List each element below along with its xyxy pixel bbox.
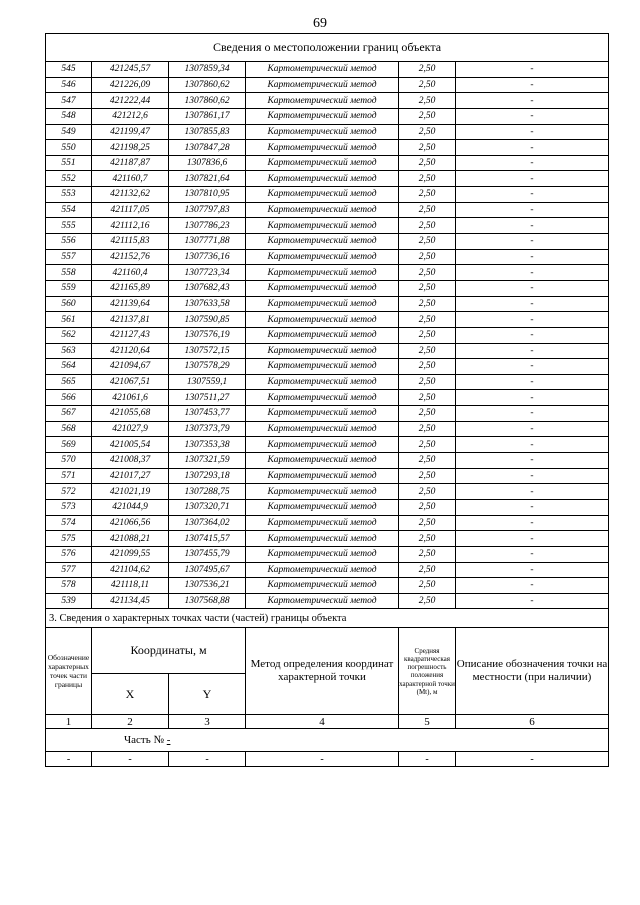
point-description: - [456,124,609,140]
point-y: 1307455,79 [169,546,246,562]
point-method: Картометрический метод [246,124,399,140]
point-mt: 2,50 [399,374,456,390]
point-mt: 2,50 [399,140,456,156]
point-y: 1307293,18 [169,468,246,484]
point-row [46,249,609,265]
point-description: - [456,187,609,203]
point-row [46,234,609,250]
point-method: Картометрический метод [246,499,399,515]
point-x: 421118,11 [92,578,169,594]
column-number: 2 [92,715,169,729]
point-number: 570 [46,453,92,469]
point-x: 421120,64 [92,343,169,359]
point-mt: 2,50 [399,77,456,93]
point-y: 1307810,95 [169,187,246,203]
point-mt: 2,50 [399,421,456,437]
point-mt: 2,50 [399,499,456,515]
point-number: 571 [46,468,92,484]
point-mt: 2,50 [399,108,456,124]
point-description: - [456,593,609,609]
point-x: 421222,44 [92,93,169,109]
point-x: 421027,9 [92,421,169,437]
point-x: 421152,76 [92,249,169,265]
point-number: 569 [46,437,92,453]
document-frame [45,33,608,767]
point-x: 421008,37 [92,453,169,469]
point-method: Картометрический метод [246,140,399,156]
point-method: Картометрический метод [246,437,399,453]
point-row [46,515,609,531]
point-x: 421099,55 [92,546,169,562]
point-mt: 2,50 [399,296,456,312]
point-number: 561 [46,312,92,328]
point-description: - [456,249,609,265]
point-x: 421061,6 [92,390,169,406]
point-mt: 2,50 [399,124,456,140]
point-y: 1307536,21 [169,578,246,594]
point-description: - [456,327,609,343]
point-row [46,406,609,422]
point-method: Картометрический метод [246,202,399,218]
point-row [46,312,609,328]
point-number: 556 [46,234,92,250]
point-description: - [456,108,609,124]
point-description: - [456,155,609,171]
point-row [46,437,609,453]
point-mt: 2,50 [399,484,456,500]
point-row [46,374,609,390]
point-mt: 2,50 [399,93,456,109]
point-method: Картометрический метод [246,515,399,531]
point-row [46,218,609,234]
point-method: Картометрический метод [246,108,399,124]
section3-title: 3. Сведения о характерных точках части (частей) границы объекта [46,609,609,628]
point-y: 1307415,57 [169,531,246,547]
point-y: 1307495,67 [169,562,246,578]
point-x: 421115,83 [92,234,169,250]
section-title: Сведения о местоположении границ объекта [46,34,609,62]
point-x: 421066,56 [92,515,169,531]
point-method: Картометрический метод [246,562,399,578]
point-number: 548 [46,108,92,124]
point-method: Картометрический метод [246,421,399,437]
point-number: 565 [46,374,92,390]
header-designation: Обозначение характерных точек части границы [46,628,92,715]
point-row [46,578,609,594]
point-number: 577 [46,562,92,578]
point-mt: 2,50 [399,234,456,250]
point-x: 421005,54 [92,437,169,453]
point-x: 421137,81 [92,312,169,328]
empty-cell: - [456,752,609,767]
point-y: 1307723,34 [169,265,246,281]
point-y: 1307771,88 [169,234,246,250]
point-method: Картометрический метод [246,593,399,609]
point-method: Картометрический метод [246,374,399,390]
point-x: 421112,16 [92,218,169,234]
point-x: 421212,6 [92,108,169,124]
page-number: 69 [313,16,327,31]
point-row [46,531,609,547]
part-cell [46,729,609,752]
point-mt: 2,50 [399,327,456,343]
point-y: 1307576,19 [169,327,246,343]
point-row [46,499,609,515]
point-y: 1307861,17 [169,108,246,124]
point-method: Картометрический метод [246,265,399,281]
point-number: 546 [46,77,92,93]
point-y: 1307578,29 [169,359,246,375]
point-y: 1307633,58 [169,296,246,312]
point-description: - [456,406,609,422]
point-number: 555 [46,218,92,234]
point-description: - [456,265,609,281]
point-method: Картометрический метод [246,234,399,250]
point-mt: 2,50 [399,265,456,281]
point-row [46,546,609,562]
point-x: 421198,25 [92,140,169,156]
point-x: 421165,89 [92,280,169,296]
point-mt: 2,50 [399,593,456,609]
point-y: 1307364,02 [169,515,246,531]
point-description: - [456,515,609,531]
point-description: - [456,468,609,484]
point-mt: 2,50 [399,155,456,171]
column-number: 5 [399,715,456,729]
point-number: 566 [46,390,92,406]
point-description: - [456,234,609,250]
point-number: 539 [46,593,92,609]
point-method: Картометрический метод [246,155,399,171]
point-number: 554 [46,202,92,218]
point-y: 1307320,71 [169,499,246,515]
point-y: 1307568,88 [169,593,246,609]
point-number: 558 [46,265,92,281]
point-number: 576 [46,546,92,562]
column-number: 1 [46,715,92,729]
point-row [46,62,609,78]
point-description: - [456,202,609,218]
point-description: - [456,390,609,406]
point-number: 578 [46,578,92,594]
part-value: - [166,734,171,747]
point-description: - [456,546,609,562]
point-method: Картометрический метод [246,327,399,343]
section-title-row [46,34,609,62]
point-row [46,265,609,281]
point-number: 552 [46,171,92,187]
point-description: - [456,296,609,312]
point-x: 421160,4 [92,265,169,281]
point-description: - [456,218,609,234]
point-description: - [456,531,609,547]
point-method: Картометрический метод [246,359,399,375]
point-method: Картометрический метод [246,280,399,296]
point-method: Картометрический метод [246,77,399,93]
point-y: 1307821,64 [169,171,246,187]
empty-cell: - [246,752,399,767]
point-row [46,108,609,124]
point-number: 573 [46,499,92,515]
point-y: 1307860,62 [169,77,246,93]
point-row [46,484,609,500]
point-description: - [456,374,609,390]
point-number: 557 [46,249,92,265]
point-description: - [456,93,609,109]
point-mt: 2,50 [399,531,456,547]
point-number: 550 [46,140,92,156]
point-number: 568 [46,421,92,437]
header-x: X [92,674,169,715]
point-row [46,327,609,343]
empty-cell: - [169,752,246,767]
point-number: 560 [46,296,92,312]
point-x: 421067,51 [92,374,169,390]
point-mt: 2,50 [399,187,456,203]
point-method: Картометрический метод [246,453,399,469]
point-method: Картометрический метод [246,546,399,562]
point-mt: 2,50 [399,390,456,406]
point-method: Картометрический метод [246,218,399,234]
point-x: 421132,62 [92,187,169,203]
point-x: 421160,7 [92,171,169,187]
point-x: 421117,05 [92,202,169,218]
point-description: - [456,62,609,78]
section3-title-row [46,609,609,628]
point-number: 549 [46,124,92,140]
point-y: 1307373,79 [169,421,246,437]
point-description: - [456,421,609,437]
point-y: 1307736,16 [169,249,246,265]
point-number: 551 [46,155,92,171]
point-x: 421139,64 [92,296,169,312]
point-mt: 2,50 [399,218,456,234]
point-mt: 2,50 [399,562,456,578]
point-number: 567 [46,406,92,422]
point-method: Картометрический метод [246,249,399,265]
point-row [46,155,609,171]
point-mt: 2,50 [399,578,456,594]
empty-cell: - [46,752,92,767]
point-method: Картометрический метод [246,484,399,500]
point-y: 1307453,77 [169,406,246,422]
point-x: 421094,67 [92,359,169,375]
point-description: - [456,453,609,469]
point-x: 421199,47 [92,124,169,140]
point-y: 1307847,28 [169,140,246,156]
point-row [46,296,609,312]
point-method: Картометрический метод [246,531,399,547]
point-number: 563 [46,343,92,359]
point-method: Картометрический метод [246,406,399,422]
point-description: - [456,562,609,578]
column-numbers-row [46,715,609,729]
column-number: 4 [246,715,399,729]
point-number: 559 [46,280,92,296]
point-y: 1307786,23 [169,218,246,234]
point-row [46,421,609,437]
point-row [46,93,609,109]
point-description: - [456,359,609,375]
point-method: Картометрический метод [246,62,399,78]
header-mt: Средняя квадратическая погрешность положения характерной точки (Mt), м [399,628,456,715]
point-method: Картометрический метод [246,468,399,484]
point-row [46,280,609,296]
point-mt: 2,50 [399,546,456,562]
point-mt: 2,50 [399,312,456,328]
point-description: - [456,171,609,187]
point-mt: 2,50 [399,202,456,218]
point-description: - [456,312,609,328]
part-row [46,729,609,752]
point-row [46,562,609,578]
point-y: 1307590,85 [169,312,246,328]
point-row [46,140,609,156]
point-description: - [456,578,609,594]
point-number: 553 [46,187,92,203]
header-coordinates: Координаты, м [92,628,246,674]
point-y: 1307511,27 [169,390,246,406]
point-mt: 2,50 [399,280,456,296]
boundary-points-table [45,33,609,609]
header-description: Описание обозначения точки на местности (при наличии) [456,628,609,715]
point-mt: 2,50 [399,249,456,265]
point-x: 421055,68 [92,406,169,422]
point-row [46,359,609,375]
empty-cell: - [92,752,169,767]
point-y: 1307859,34 [169,62,246,78]
point-x: 421134,45 [92,593,169,609]
point-row [46,202,609,218]
point-number: 575 [46,531,92,547]
point-number: 564 [46,359,92,375]
point-number: 572 [46,484,92,500]
point-mt: 2,50 [399,406,456,422]
point-x: 421088,21 [92,531,169,547]
point-mt: 2,50 [399,62,456,78]
part-points-table [45,608,609,767]
point-x: 421187,87 [92,155,169,171]
point-description: - [456,343,609,359]
point-mt: 2,50 [399,468,456,484]
empty-cell: - [399,752,456,767]
point-row [46,171,609,187]
point-row [46,77,609,93]
point-number: 562 [46,327,92,343]
point-row [46,390,609,406]
point-y: 1307559,1 [169,374,246,390]
point-y: 1307860,62 [169,93,246,109]
point-row [46,468,609,484]
point-x: 421226,09 [92,77,169,93]
point-number: 545 [46,62,92,78]
point-method: Картометрический метод [246,93,399,109]
point-x: 421245,57 [92,62,169,78]
part-label: Часть № [124,734,164,747]
point-y: 1307321,59 [169,453,246,469]
point-mt: 2,50 [399,343,456,359]
point-method: Картометрический метод [246,187,399,203]
column-number: 6 [456,715,609,729]
point-x: 421017,27 [92,468,169,484]
point-description: - [456,437,609,453]
point-row [46,124,609,140]
point-method: Картометрический метод [246,390,399,406]
point-method: Картометрический метод [246,312,399,328]
point-mt: 2,50 [399,453,456,469]
point-description: - [456,499,609,515]
column-number: 3 [169,715,246,729]
point-method: Картометрический метод [246,343,399,359]
point-number: 574 [46,515,92,531]
point-row [46,187,609,203]
point-row [46,343,609,359]
point-description: - [456,280,609,296]
point-description: - [456,77,609,93]
point-y: 1307288,75 [169,484,246,500]
point-y: 1307353,38 [169,437,246,453]
point-row [46,593,609,609]
empty-part-row [46,752,609,767]
point-x: 421104,62 [92,562,169,578]
point-method: Картометрический метод [246,578,399,594]
point-mt: 2,50 [399,437,456,453]
point-x: 421044,9 [92,499,169,515]
point-mt: 2,50 [399,359,456,375]
point-y: 1307572,15 [169,343,246,359]
point-row [46,453,609,469]
point-description: - [456,484,609,500]
point-y: 1307682,43 [169,280,246,296]
point-x: 421127,43 [92,327,169,343]
point-mt: 2,50 [399,171,456,187]
point-method: Картометрический метод [246,171,399,187]
point-number: 547 [46,93,92,109]
point-y: 1307836,6 [169,155,246,171]
point-method: Картометрический метод [246,296,399,312]
point-description: - [456,140,609,156]
point-y: 1307797,83 [169,202,246,218]
header-y: Y [169,674,246,715]
point-mt: 2,50 [399,515,456,531]
header-method: Метод определения координат характерной точки [246,628,399,715]
point-x: 421021,19 [92,484,169,500]
point-y: 1307855,83 [169,124,246,140]
